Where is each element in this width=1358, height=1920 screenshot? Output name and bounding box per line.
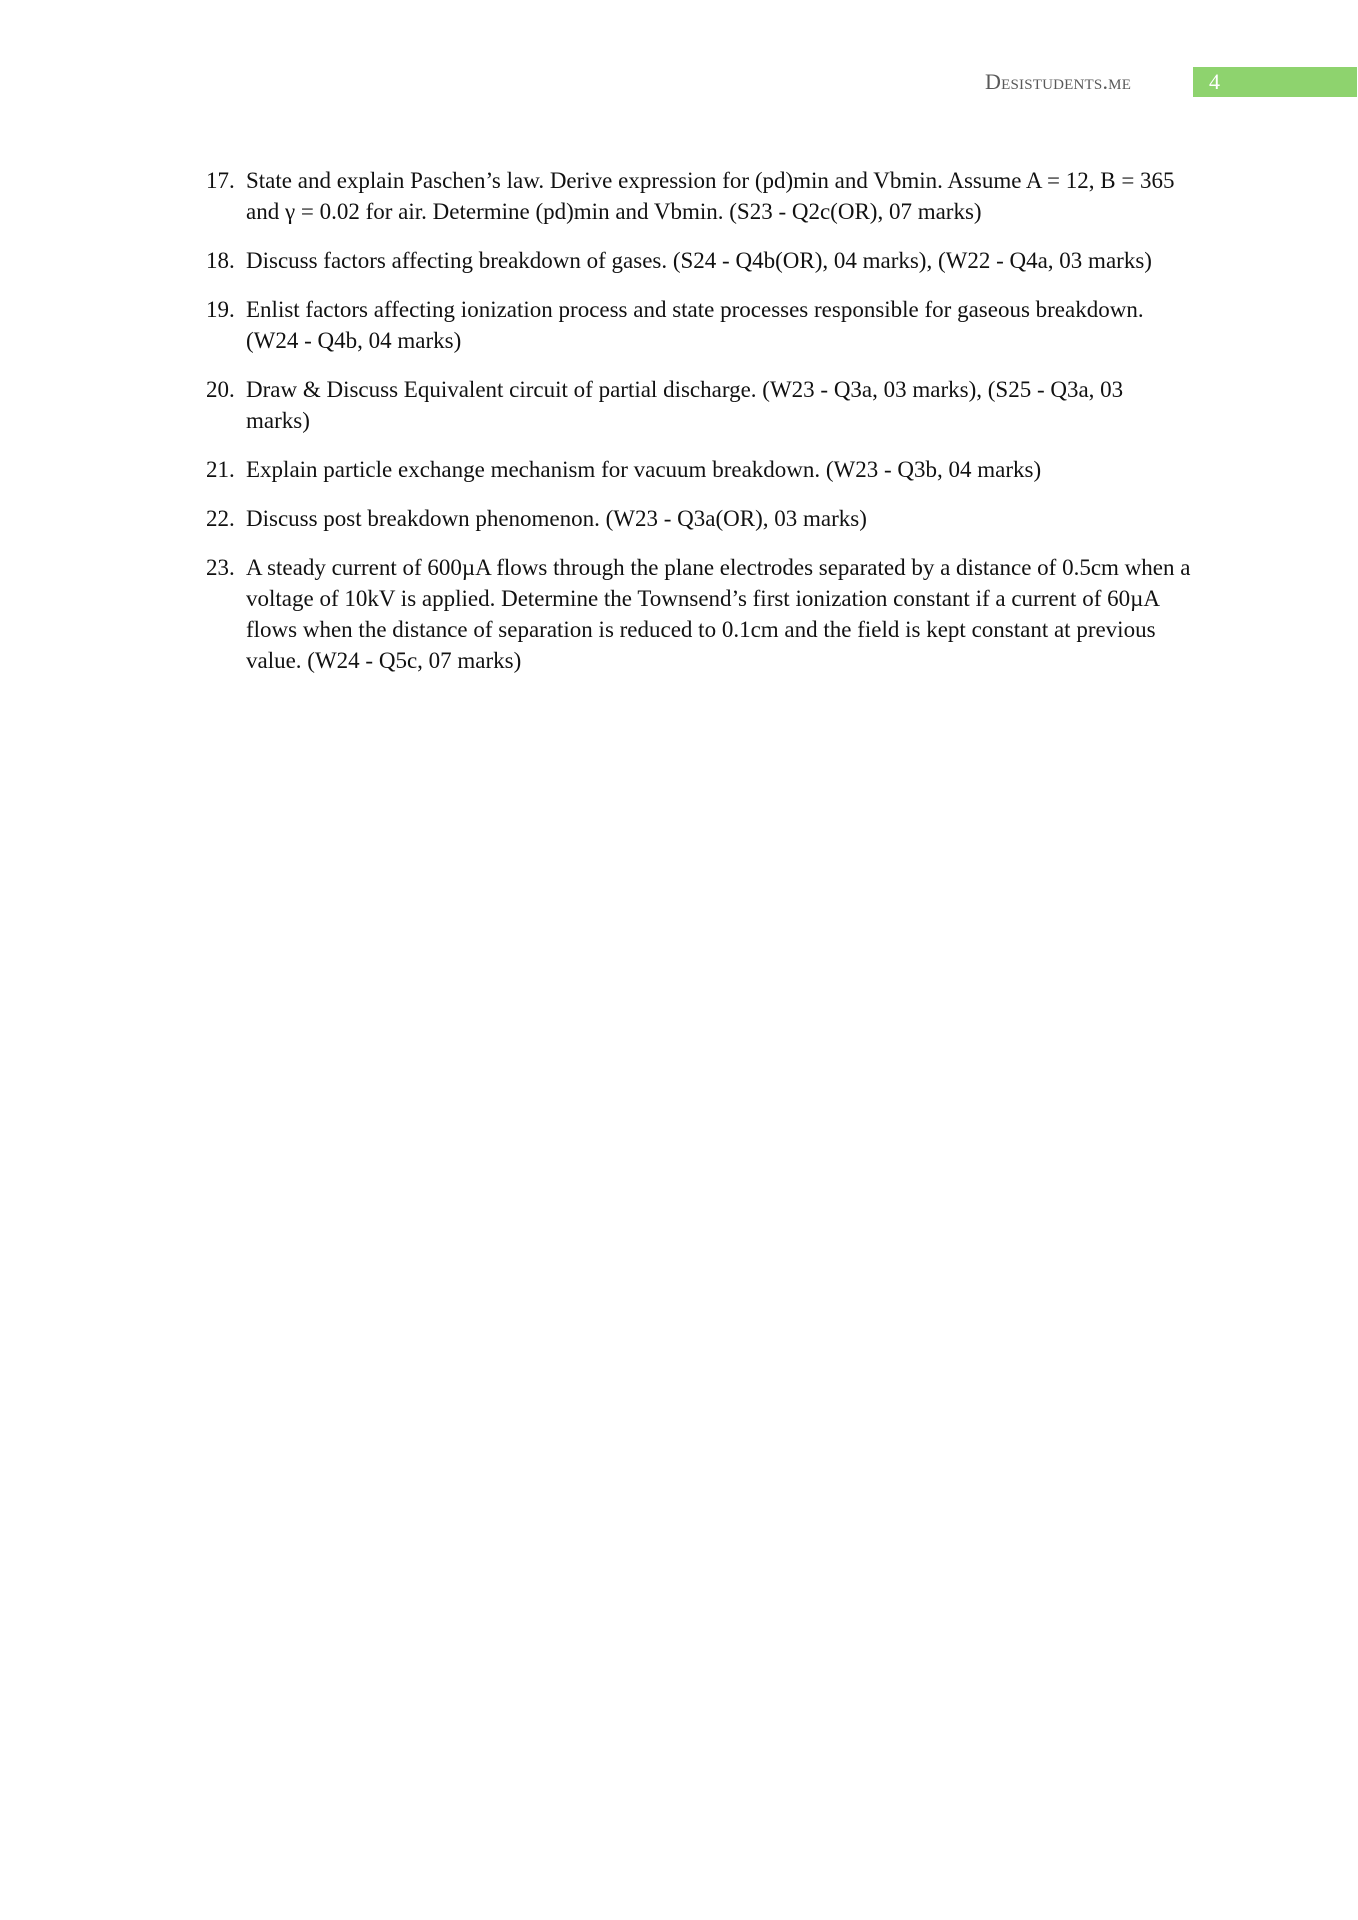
question-text: Draw & Discuss Equivalent circuit of partial discharge. (W23 - Q3a, 03 marks), (S25 - Q3a, 03 marks) — [246, 377, 1124, 433]
question-text: Explain particle exchange mechanism for vacuum breakdown. (W23 - Q3b, 04 marks) — [246, 457, 1042, 482]
question-text: A steady current of 600µA flows through the plane electrodes separated by a distance of 0.5cm when a voltage of 10kV is applied. Determine the Townsend’s first ionization constant if a current of 60µA flows when the distance of separation is reduced to 0.1cm and the field is kept constant at previous value. (W24 - Q5c, 07 marks) — [246, 555, 1191, 673]
page-number-box — [1193, 67, 1357, 97]
question-number: 17. — [206, 168, 235, 193]
question-item — [206, 294, 1191, 356]
question-number: 19. — [206, 297, 235, 322]
question-item — [206, 245, 1191, 276]
page-number: 4 — [1209, 69, 1220, 94]
question-text: Enlist factors affecting ionization process and state processes responsible for gaseous breakdown. (W24 - Q4b, 04 marks) — [246, 297, 1144, 353]
question-text: State and explain Paschen’s law. Derive expression for (pd)min and Vbmin. Assume A = 12, B = 365 and γ = 0.02 for air. Determine (pd)min and Vbmin. (S23 - Q2c(OR), 07 marks) — [246, 168, 1175, 224]
question-list — [206, 165, 1191, 694]
header-brand: Desistudents.me — [985, 69, 1132, 94]
question-number: 22. — [206, 506, 235, 531]
question-number: 21. — [206, 457, 235, 482]
question-item — [206, 374, 1191, 436]
question-item — [206, 552, 1191, 676]
question-number: 20. — [206, 377, 235, 402]
question-text: Discuss post breakdown phenomenon. (W23 - Q3a(OR), 03 marks) — [246, 506, 867, 531]
question-number: 18. — [206, 248, 235, 273]
question-item — [206, 165, 1191, 227]
question-item — [206, 454, 1191, 485]
question-text: Discuss factors affecting breakdown of gases. (S24 - Q4b(OR), 04 marks), (W22 - Q4a, 03 marks) — [246, 248, 1152, 273]
question-number: 23. — [206, 555, 235, 580]
question-item — [206, 503, 1191, 534]
